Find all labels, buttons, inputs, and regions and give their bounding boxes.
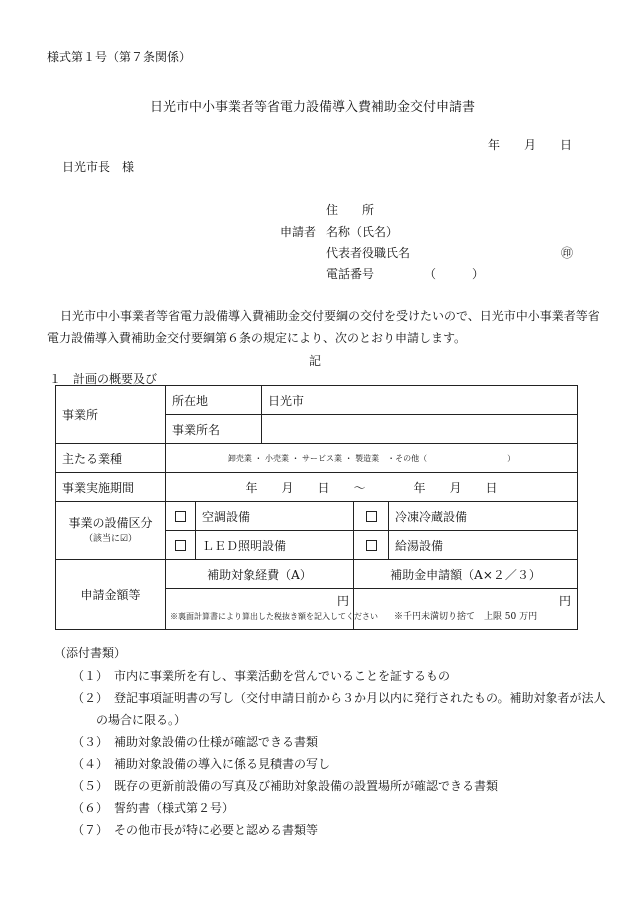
representative-label: 代表者役職氏名 bbox=[326, 246, 411, 260]
body-line-1: 日光市中小事業者等省電力設備導入費補助金交付要綱の交付を受けたいので、日光市中小事業者等省 bbox=[60, 309, 600, 323]
application-table bbox=[55, 385, 578, 630]
equip2-label: 冷凍冷蔵設備 bbox=[389, 502, 578, 531]
subsidy-amount-field[interactable] bbox=[354, 589, 578, 630]
attachments-heading: （添付書類） bbox=[54, 646, 127, 660]
cost-amount-field[interactable] bbox=[166, 589, 378, 630]
seal-mark: ㊞ bbox=[561, 246, 574, 260]
period-value[interactable]: 年 月 日 ～ 年 月 日 bbox=[166, 473, 578, 502]
attachment-item: （６） 誓約書（様式第２号） bbox=[72, 801, 235, 815]
page-title: 日光市中小事業者等省電力設備導入費補助金交付申請書 bbox=[150, 100, 476, 115]
period-label: 事業実施期間 bbox=[56, 473, 166, 502]
addressee: 日光市長 様 bbox=[62, 160, 135, 174]
attachment-item: （１） 市内に事業所を有し、事業活動を営んでいることを証するもの bbox=[72, 669, 451, 683]
cost-note: ※裏面計算書により算出した税抜き額を記入してください bbox=[170, 612, 378, 621]
cost-yen: 円 bbox=[337, 594, 350, 608]
subsidy-header: 補助金申請額（A×２／３） bbox=[354, 560, 578, 589]
attachment-item: （５） 既存の更新前設備の写真及び補助対象設備の設置場所が確認できる書類 bbox=[72, 779, 499, 793]
cost-header: 補助対象経費（A） bbox=[166, 560, 354, 589]
subsidy-yen: 円 bbox=[559, 594, 572, 608]
date-line: 年 月 日 bbox=[488, 138, 573, 152]
location-value[interactable]: 日光市 bbox=[262, 386, 578, 415]
equip1-checkbox[interactable] bbox=[166, 502, 196, 531]
office-name-value[interactable] bbox=[262, 415, 578, 444]
equip1-label: 空調設備 bbox=[196, 502, 354, 531]
attachment-item: （３） 補助対象設備の仕様が確認できる書類 bbox=[72, 735, 319, 749]
amount-label: 申請金額等 bbox=[56, 560, 166, 630]
phone-label: 電話番号 bbox=[326, 267, 375, 281]
phone-paren: （ ） bbox=[424, 267, 485, 281]
checkbox-icon[interactable] bbox=[366, 511, 377, 522]
subsidy-note: ※千円未満切り捨て 上限 50 万円 bbox=[393, 612, 538, 622]
attachment-item: の場合に限る。） bbox=[84, 713, 187, 727]
equip3-checkbox[interactable] bbox=[166, 531, 196, 560]
section-1-heading: １ 計画の概要及び bbox=[49, 372, 158, 386]
checkbox-icon[interactable] bbox=[175, 511, 186, 522]
equipment-label-text: 事業の設備区分 bbox=[68, 515, 153, 530]
attachment-item: （７） その他市長が特に必要と認める書類等 bbox=[72, 823, 319, 837]
industry-label: 主たる業種 bbox=[56, 444, 166, 473]
office-label: 事業所 bbox=[56, 386, 166, 444]
equipment-note: （該当に☑） bbox=[83, 533, 138, 544]
attachment-item: （２） 登記事項証明書の写し（交付申請日前から３か月以内に発行されたもの。補助対象者が法人 bbox=[72, 691, 606, 705]
equip3-label: ＬＥＤ照明設備 bbox=[196, 531, 354, 560]
industry-options[interactable]: 卸売業 ・ 小売業 ・ サービス業 ・ 製造業 ・その他（ ） bbox=[166, 444, 578, 473]
checkbox-icon[interactable] bbox=[366, 540, 377, 551]
office-name-label: 事業所名 bbox=[166, 415, 262, 444]
equipment-label bbox=[56, 502, 166, 560]
equip2-checkbox[interactable] bbox=[354, 502, 389, 531]
equip4-label: 給湯設備 bbox=[389, 531, 578, 560]
applicant-label: 申請者 bbox=[280, 225, 317, 239]
form-number: 様式第１号（第７条関係） bbox=[47, 50, 192, 64]
ki-mark: 記 bbox=[309, 354, 322, 368]
location-label: 所在地 bbox=[166, 386, 262, 415]
name-label: 名称（氏名） bbox=[326, 225, 399, 239]
checkbox-icon[interactable] bbox=[175, 540, 186, 551]
equip4-checkbox[interactable] bbox=[354, 531, 389, 560]
address-label: 住 所 bbox=[326, 203, 375, 217]
attachment-item: （４） 補助対象設備の導入に係る見積書の写し bbox=[72, 757, 331, 771]
body-line-2: 電力設備導入費補助金交付要綱第６条の規定により、次のとおり申請します。 bbox=[47, 331, 467, 345]
